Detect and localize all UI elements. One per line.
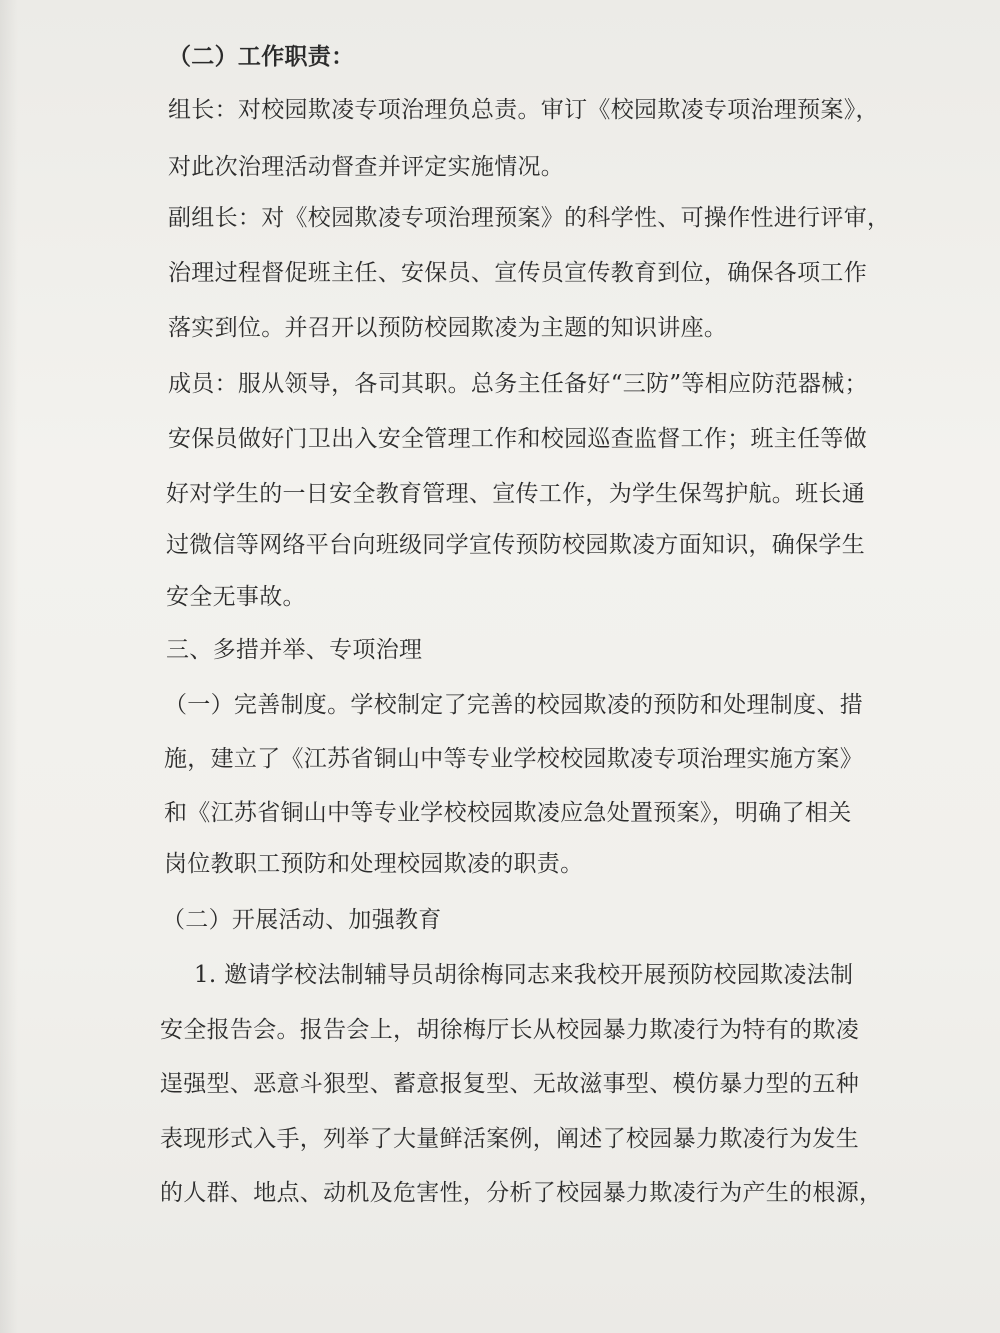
text-line: 安保员做好门卫出入安全管理工作和校园巡查监督工作；班主任等做 (168, 426, 867, 452)
subheading-activities: （二）开展活动、加强教育 (162, 907, 442, 933)
text-line: 的人群、地点、动机及危害性，分析了校园暴力欺凌行为产生的根源， (160, 1180, 883, 1206)
text-line: 副组长：对《校园欺凌专项治理预案》的科学性、可操作性进行评审， (168, 205, 891, 231)
text-line: 安全报告会。报告会上，胡徐梅厅长从校园暴力欺凌行为特有的欺凌 (160, 1017, 859, 1043)
text-line: 治理过程督促班主任、安保员、宣传员宣传教育到位，确保各项工作 (168, 260, 867, 286)
section-heading-work-duties: （二）工作职责： (168, 43, 355, 70)
text-line: 和《江苏省铜山中等专业学校校园欺凌应急处置预案》，明确了相关 (164, 800, 852, 826)
text-line: 安全无事故。 (166, 584, 306, 610)
text-line: 施，建立了《江苏省铜山中等专业学校校园欺凌专项治理实施方案》 (164, 746, 863, 772)
text-line: 落实到位。并召开以预防校园欺凌为主题的知识讲座。 (168, 315, 728, 341)
text-line: 好对学生的一日安全教育管理、宣传工作，为学生保驾护航。班长通 (166, 481, 865, 507)
text-line: 逞强型、恶意斗狠型、蓄意报复型、无故滋事型、模仿暴力型的五种 (160, 1071, 859, 1097)
text-line: 岗位教职工预防和处理校园欺凌的职责。 (164, 851, 584, 877)
text-line: 过微信等网络平台向班级同学宣传预防校园欺凌方面知识，确保学生 (166, 532, 865, 558)
page-shadow (0, 0, 18, 1333)
text-line: 表现形式入手，列举了大量鲜活案例，阐述了校园暴力欺凌行为发生 (160, 1126, 859, 1152)
text-line: 成员：服从领导，各司其职。总务主任备好“三防”等相应防范器械； (168, 371, 868, 397)
text-line: （一）完善制度。学校制定了完善的校园欺凌的预防和处理制度、措 (164, 692, 863, 718)
text-line: 组长：对校园欺凌专项治理负总责。审订《校园欺凌专项治理预案》， (168, 97, 879, 123)
text-line: 对此次治理活动督查并评定实施情况。 (168, 154, 565, 180)
section-heading-measures: 三、多措并举、专项治理 (166, 637, 423, 663)
text-line: 1. 邀请学校法制辅导员胡徐梅同志来我校开展预防校园欺凌法制 (194, 962, 854, 988)
